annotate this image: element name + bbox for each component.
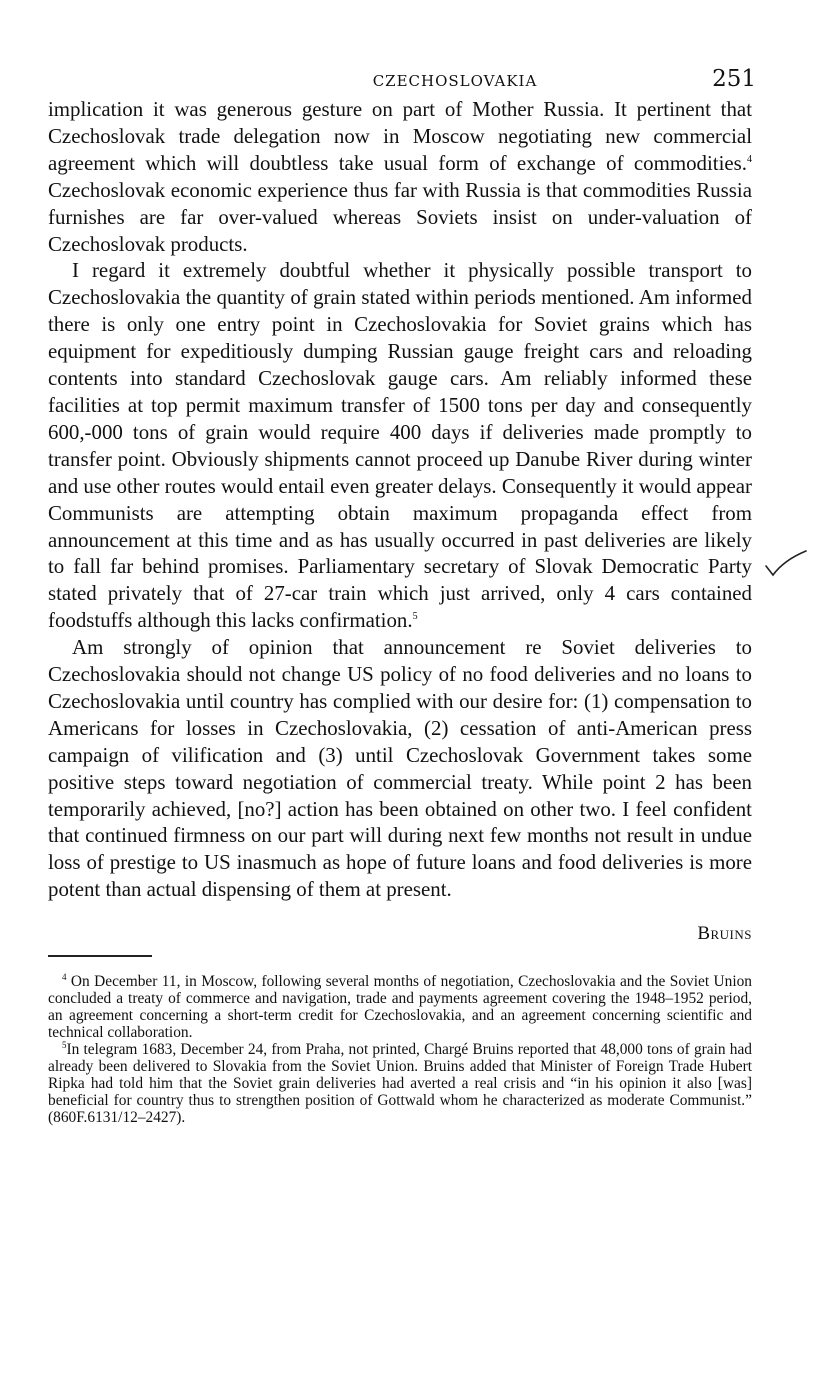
paragraph-1-text-cont: Czechoslovak economic experience thus far with Russia is that commodities Russia furnishes are far over-valued whereas Soviets insist on under-valuation of Czechoslovak products. <box>48 177 752 256</box>
footnote-rule <box>48 955 152 957</box>
paragraph-3 <box>48 634 752 903</box>
footnote-ref-5: 5 <box>412 611 418 623</box>
page-header <box>48 60 756 96</box>
footnote-marker: 4 <box>62 972 67 983</box>
signature: Bruins <box>697 923 752 945</box>
paragraph-2 <box>48 257 752 634</box>
footnote-5 <box>48 1041 752 1126</box>
paragraph-1 <box>48 96 752 257</box>
running-head: CZECHOSLOVAKIA <box>372 72 538 90</box>
paragraph-3-text: Am strongly of opinion that announcement re Soviet deliveries to Czechoslovakia should not change US policy of no food deliveries and no loans to Czechoslovakia until country has complied with our desire for: (1) compensation to Americans for losses in Czechoslovakia, (2) cessation of anti-American press campaign of vilification and (3) until Czechoslovak Government takes some positive steps toward negotiation of commercial treaty. While point 2 has been temporarily achieved, [no?] action has been obtained on other two. I feel confident that continued firmness on our part will during next few months not result in undue loss of prestige to US inasmuch as hope of future loans and food deliveries is more potent than actual dispensing of them at present. <box>48 635 752 902</box>
footnote-text: In telegram 1683, December 24, from Praha, not printed, Chargé Bruins reported that 48,000 tons of grain had already been delivered to Slovakia from the Soviet Union. Bruins added that Minister of Foreign Trade Hubert Ripka had told him that the Soviet grain deliveries had averted a real crisis and “in his opinion it also [was] beneficial for country thus to strengthen position of Gottwald whom he characterized as moderate Communist.” (860F.6131/12–2427). <box>48 1041 752 1127</box>
paragraph-1-text: implication it was generous gesture on part of Mother Russia. It pertinent that Czechoslovak trade delegation now in Moscow negotiating new commercial agreement which will doubtless take usual form of exchange of commodities. <box>48 97 752 175</box>
page-number: 251 <box>712 66 756 92</box>
paragraph-2-text: I regard it extremely doubtful whether it physically possible transport to Czechoslovakia the quantity of grain stated within periods mentioned. Am informed there is only one entry point in Czechoslovakia for Soviet grains which has equipment for expeditiously dumping Russian gauge freight cars and reloading contents into standard Czechoslovak gauge cars. Am reliably informed these facilities at top permit maximum transfer of 1500 tons per day and consequently 600,-000 tons of grain would require 400 days if deliveries made promptly to transfer point. Obviously shipments cannot proceed up Danube River during winter and use other routes would entail even greater delays. Consequently it would appear Communists are attempting obtain maximum propaganda effect from announcement at this time and as has usually occurred in past deliveries are likely to fall far behind promises. Parliamentary secretary of Slovak Democratic Party stated privately that of 27-car train which just arrived, only 4 cars contained foodstuffs although this lacks confirmation. <box>48 258 752 633</box>
footnote-text: On December 11, in Moscow, following several months of negotiation, Czechoslovakia and the Soviet Union concluded a treaty of commerce and navigation, trade and payments agreement covering the 1948–1952 period, an agreement concerning a short-term credit for Czechoslovakia, and an agreement concerning scientific and technical collaboration. <box>48 973 752 1042</box>
footnotes <box>48 973 752 1126</box>
footnote-marker: 5 <box>62 1040 67 1051</box>
footnote-ref-4: 4 <box>747 153 752 165</box>
body-text <box>48 96 752 903</box>
handwritten-checkmark-icon <box>764 548 808 578</box>
footnote-4 <box>48 973 752 1041</box>
document-page <box>48 60 756 1127</box>
